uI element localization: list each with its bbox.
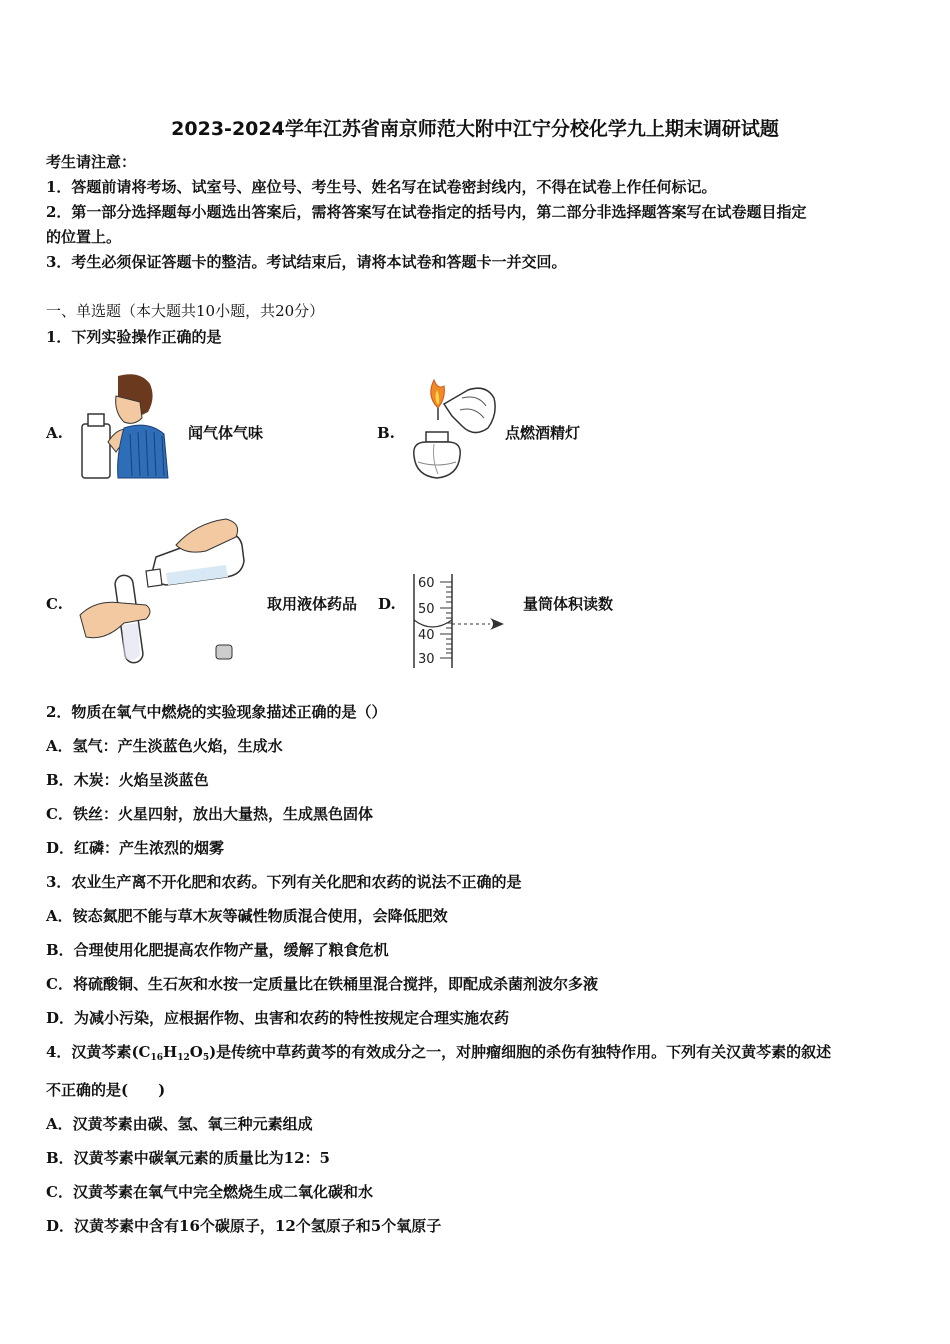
page-title: 2023-2024学年江苏省南京师范大附中江宁分校化学九上期末调研试题 <box>171 118 779 140</box>
cylinder-tick-label: 60 <box>418 576 435 591</box>
q3-option: C．将硫酸铜、生石灰和水按一定质量比在铁桶里混合搅拌，即配成杀菌剂波尔多液 <box>46 975 598 993</box>
section-heading: 一、单选题（本大题共10小题，共20分） <box>46 302 325 320</box>
q1-option-a-text: 闻气体气味 <box>188 424 264 442</box>
q1-option-b-text: 点燃酒精灯 <box>505 424 581 442</box>
q4-option: A．汉黄芩素由碳、氢、氧三种元素组成 <box>46 1115 313 1133</box>
notice-heading: 考生请注意： <box>46 153 137 171</box>
eye-icon <box>490 618 504 630</box>
q3-option: A．铵态氮肥不能与草木灰等碱性物质混合使用，会降低肥效 <box>46 907 448 925</box>
q2-option: D．红磷：产生浓烈的烟雾 <box>46 839 225 857</box>
q4-option: D．汉黄芩素中含有16个碳原子，12个氢原子和5个氧原子 <box>46 1217 442 1235</box>
q1-option-a-letter: A. <box>46 424 63 442</box>
q3-stem: 3．农业生产离不开化肥和农药。下列有关化肥和农药的说法不正确的是 <box>46 873 522 891</box>
graduated-cylinder-illustration <box>410 572 514 670</box>
q4-stem: 4．汉黄芩素$(C_{16}H_{12}O_5)$是传统中草药黄芩的有效成分之一，对肿瘤细胞的杀伤有独特作用。下列有关汉黄芩素的叙述 <box>46 1043 832 1063</box>
q3-option: D．为减小污染，应根据作物、虫害和农药的特性按规定合理实施农药 <box>46 1009 510 1027</box>
q1-option-c-letter: C. <box>46 595 63 613</box>
notice-item: 的位置上。 <box>46 228 122 246</box>
pouring-liquid-illustration <box>76 515 246 665</box>
cylinder-tick-label: 50 <box>418 602 435 617</box>
q4-option: C．汉黄芩素在氧气中完全燃烧生成二氧化碳和水 <box>46 1183 373 1201</box>
q1-option-b-letter: B. <box>377 424 395 442</box>
smelling-gas-illustration <box>78 372 170 482</box>
q1-option-d-letter: D. <box>378 595 396 613</box>
q1-option-c-text: 取用液体药品 <box>267 595 358 613</box>
notice-item: 2．第一部分选择题每小题选出答案后，需将答案写在试卷指定的括号内，第二部分非选择题答案写在试卷题目指定 <box>46 203 807 221</box>
q2-option: B．木炭：火焰呈淡蓝色 <box>46 771 209 789</box>
q2-stem: 2．物质在氧气中燃烧的实验现象描述正确的是（） <box>46 703 387 721</box>
alcohol-lamp-illustration <box>404 376 498 484</box>
q1-stem: 1．下列实验操作正确的是 <box>46 328 222 346</box>
q2-option: C．铁丝：火星四射，放出大量热，生成黑色固体 <box>46 805 373 823</box>
notice-item: 3．考生必须保证答题卡的整洁。考试结束后，请将本试卷和答题卡一并交回。 <box>46 253 567 271</box>
cylinder-tick-label: 40 <box>418 628 435 643</box>
q1-option-d-text: 量筒体积读数 <box>523 595 614 613</box>
notice-item: 1．答题前请将考场、试室号、座位号、考生号、姓名写在试卷密封线内，不得在试卷上作任何标记。 <box>46 178 717 196</box>
q4-stem-continued: 不正确的是( ) <box>46 1081 166 1099</box>
q4-option: B．汉黄芩素中碳氧元素的质量比为12：5 <box>46 1149 330 1167</box>
q2-option: A．氢气：产生淡蓝色火焰，生成水 <box>46 737 283 755</box>
cylinder-tick-label: 30 <box>418 652 435 667</box>
q3-option: B．合理使用化肥提高农作物产量，缓解了粮食危机 <box>46 941 389 959</box>
